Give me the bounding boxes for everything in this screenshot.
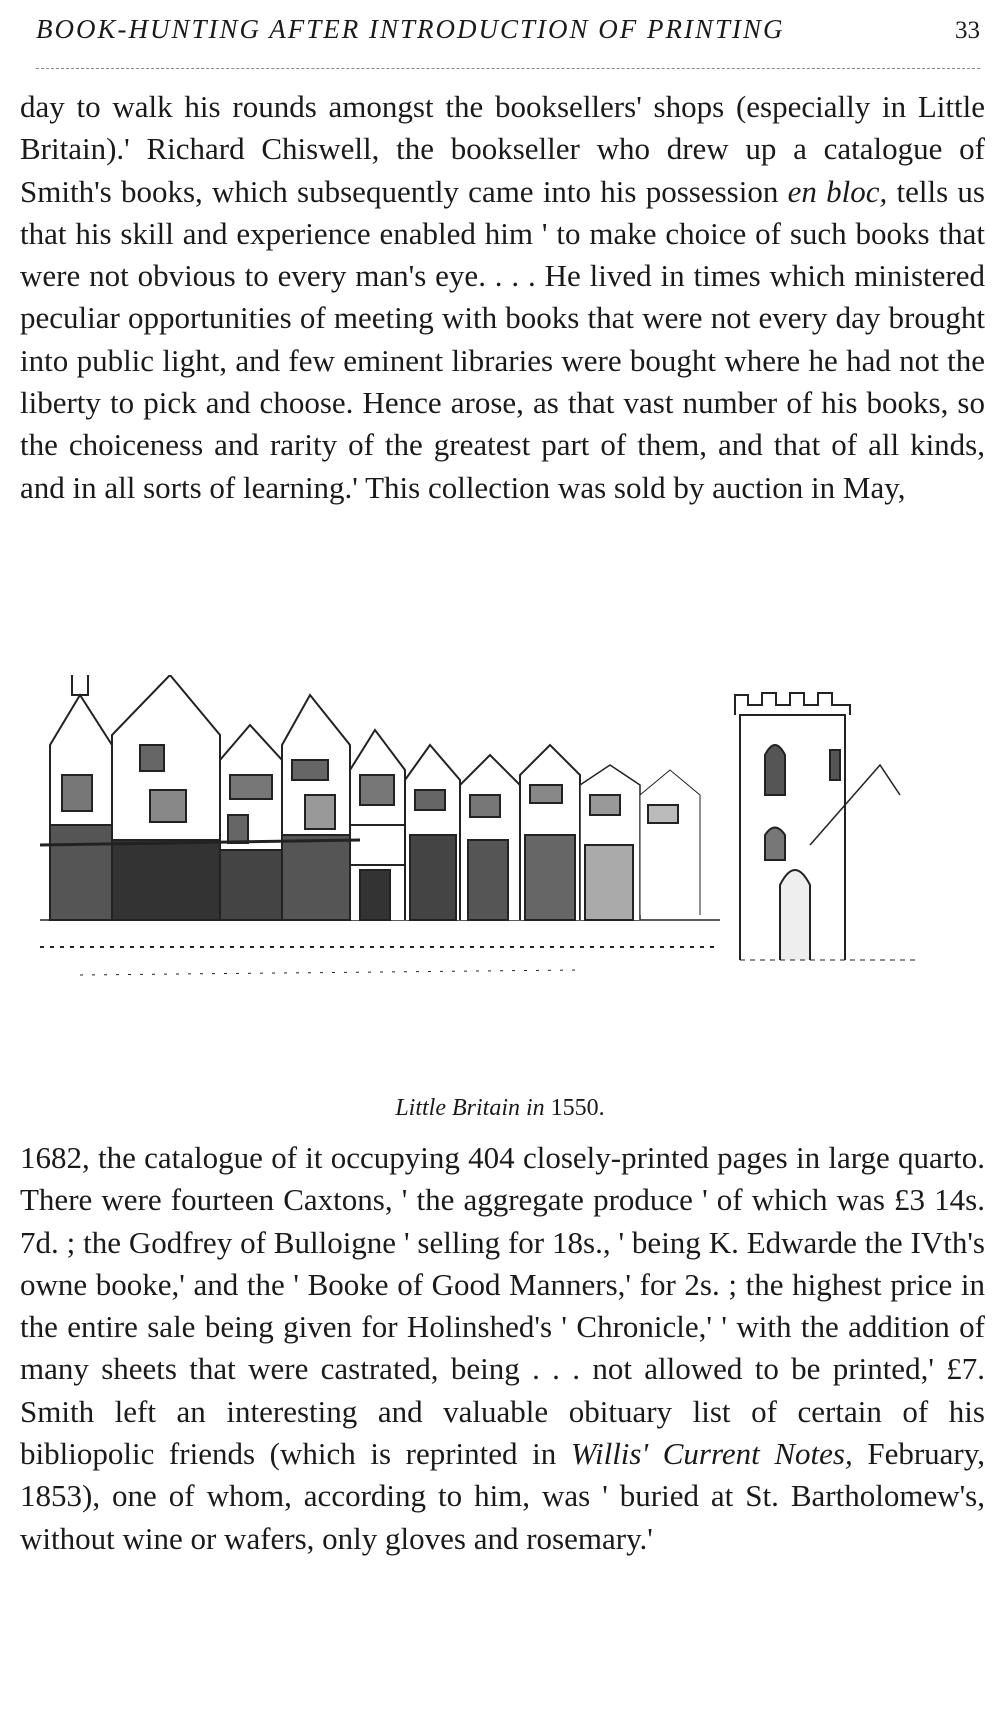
paragraph-top [20, 86, 985, 509]
street-engraving [20, 675, 985, 1095]
header-rule [36, 68, 980, 69]
caption-year: 1550. [550, 1095, 605, 1121]
paragraph-bottom-text-1: 1682, the catalogue of it occupying 404 closely-printed pages in large quarto. There were fourteen Caxtons, ' the aggregate produce ' of which was £3 14s. 7d. ; the Godfrey of Bulloigne ' selling for 18s., ' being K. Edwarde the IVth's owne booke,' and the ' Booke of Good Manners,' for 2s. ; the highest price in the entire sale being given for Holinshed's ' Chronicle,' ' with the addition of many sheets that were castrated, being . . . not allowed to be printed,' £7. Smith left an interesting and valuable obituary list of certain of his bibliopolic friends (which is reprinted in [20, 1140, 985, 1472]
illustration-little-britain [20, 675, 985, 1095]
paragraph-bottom-text-2: February, 1853), one of whom, according to him, was ' buried at St. Bartholomew's, without wine or wafers, only gloves and rosemary.' [20, 1436, 985, 1556]
figure-caption [0, 1095, 1000, 1122]
page-number: 33 [955, 17, 980, 44]
paragraph-top-text-1: day to walk his rounds amongst the booksellers' shops (especially in Little Britain).' Richard Chiswell, the bookseller who drew up a catalogue of Smith's books, which subsequently came into his possession [20, 89, 985, 209]
paragraph-top-text-2: tells us that his skill and experience enabled him ' to make choice of such books that were not obvious to every man's eye. . . . He lived in times which ministered peculiar opportunities of meeting with books that were not every day brought into public light, and few eminent libraries were bought where he had not the liberty to pick and choose. Hence arose, as that vast number of his books, so the choiceness and rarity of the greatest part of them, and that of all kinds, and in all sorts of learning.' This collection was sold by auction in May, [20, 173, 985, 505]
running-head-title: BOOK-HUNTING AFTER INTRODUCTION OF PRINTING [36, 14, 785, 44]
paragraph-bottom [20, 1137, 985, 1560]
paragraph-top-italic: en bloc, [787, 173, 888, 209]
caption-title: Little Britain in [395, 1095, 545, 1121]
paragraph-bottom-italic: Willis' Current Notes, [570, 1436, 853, 1472]
running-head [36, 14, 980, 45]
